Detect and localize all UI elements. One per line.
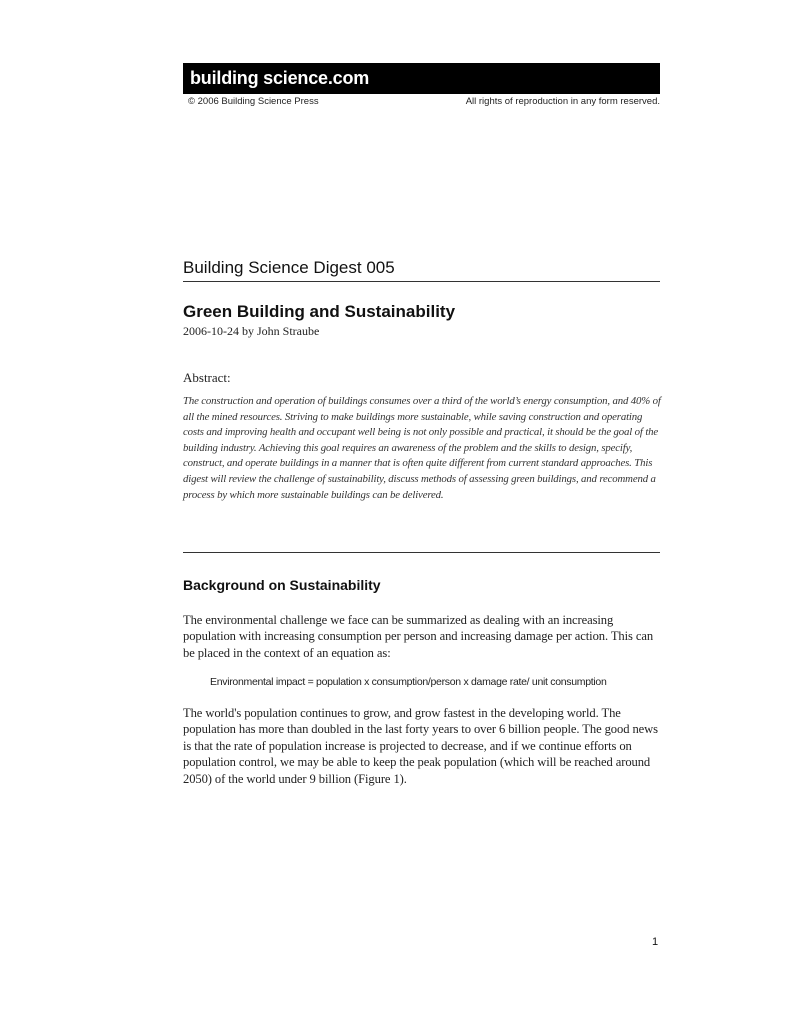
section-heading: Background on Sustainability bbox=[183, 577, 381, 593]
copyright-line bbox=[188, 96, 660, 107]
page-number: 1 bbox=[652, 936, 659, 948]
abstract-text: The construction and operation of buildings consumes over a third of the world’s energy consumption, and 40% of all the mined resources. Striving to make buildings more sustainable, while saving construction and operating costs and improving health and occupant well being is not only possible and practical, it should be the goal of the building industry. Achieving this goal requires an awareness of the problem and the skills to design, specify, construct, and operate buildings in a manner that is often quite different from current standard approaches. This digest will review the challenge of sustainability, discuss methods of assessing green buildings, and recommend a process by which more sustainable buildings can be delivered. bbox=[183, 395, 661, 501]
digest-series-title: Building Science Digest 005 bbox=[183, 258, 660, 282]
paragraph: The world's population continues to grow, and grow fastest in the developing world. The population has more than doubled in the last forty years to over 6 billion people. The good news is that the rate of population increase is projected to decrease, and if we continue efforts on population control, we may be able to keep the peak population (which will be reached around 2050) of the world under 9 billion (Figure 1). bbox=[183, 706, 658, 786]
byline: 2006-10-24 by John Straube bbox=[183, 324, 320, 338]
document-title: Green Building and Sustainability bbox=[183, 302, 456, 321]
abstract-label: Abstract: bbox=[183, 370, 231, 385]
copyright-text: © 2006 Building Science Press bbox=[188, 96, 319, 107]
rights-text: All rights of reproduction in any form reserved. bbox=[465, 96, 660, 107]
paragraph: The environmental challenge we face can be summarized as dealing with an increasing population with increasing consumption per person and increasing damage per action. This can be placed in the context of an equation as: bbox=[183, 613, 654, 660]
equation: Environmental impact = population x consumption/person x damage rate/ unit consumption bbox=[210, 676, 607, 688]
section-divider bbox=[183, 552, 660, 553]
site-masthead: building science.com bbox=[183, 63, 660, 94]
